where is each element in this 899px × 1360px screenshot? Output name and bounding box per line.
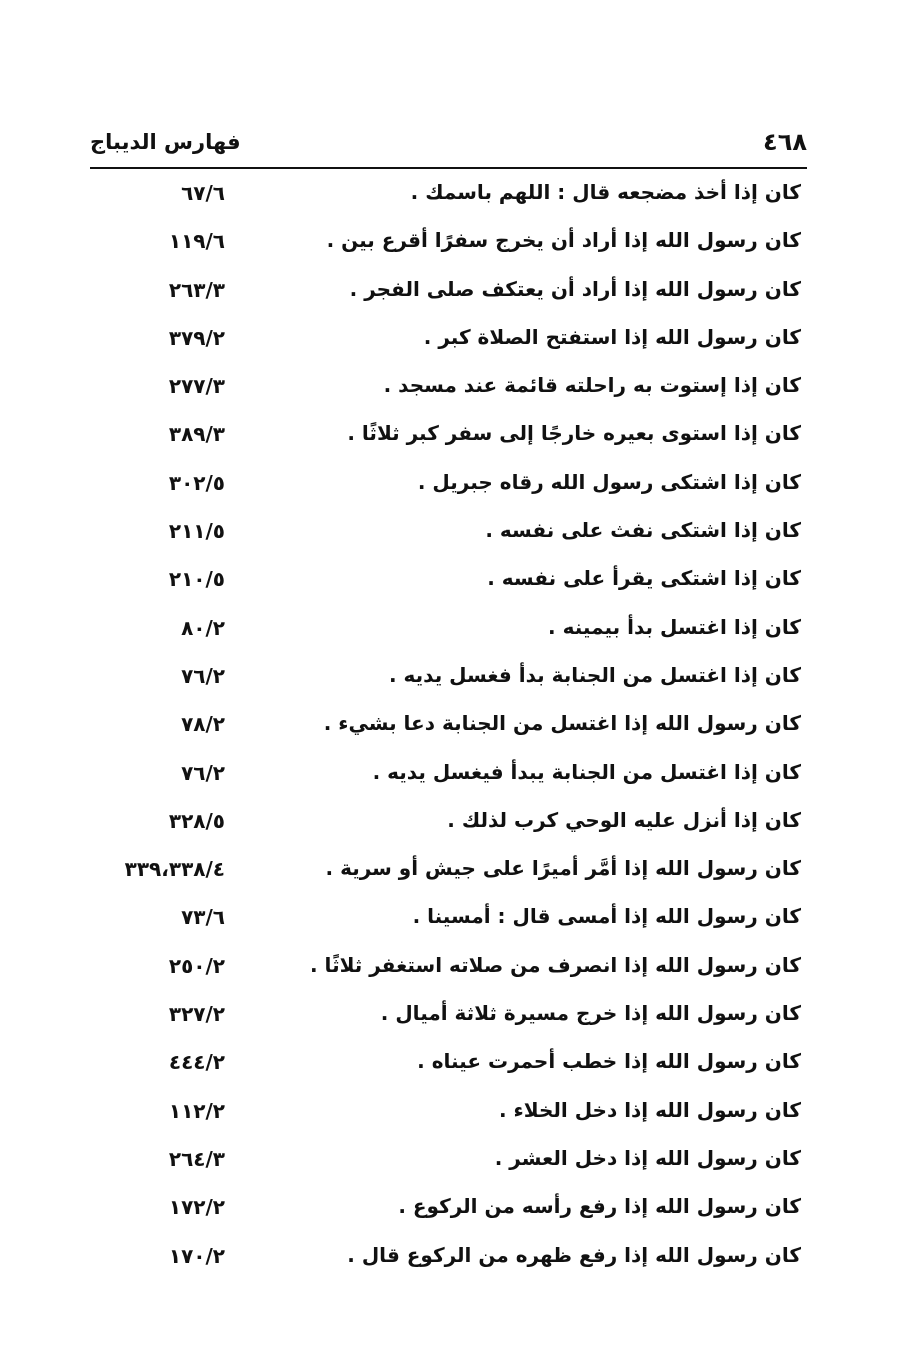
entry-text: كان إذا استوى بعيره خارجًا إلى سفر كبر ثلاثًا . (347, 421, 801, 446)
entry-reference: ٧٦/٢ (181, 663, 225, 688)
entry-reference: ٧٨/٢ (181, 712, 225, 737)
entry-reference: ١١٢/٢ (168, 1098, 225, 1123)
entry-text: كان إذا اغتسل بدأ بيمينه . (548, 614, 801, 639)
entry-reference: ١٧٠/٢ (168, 1243, 225, 1268)
index-entry (90, 661, 807, 709)
entry-text: كان إذا أخذ مضجعه قال : اللهم باسمك . (410, 180, 801, 204)
entry-text: كان إذا إستوت به راحلته قائمة عند مسجد . (383, 373, 801, 398)
entry-text: كان إذا اشتكى رسول الله رقاه جبريل . (417, 469, 801, 494)
hadith-index-list (90, 178, 807, 1289)
entry-reference: ١١٩/٦ (168, 229, 225, 254)
entry-reference: ٣٣٩،٣٣٨/٤ (124, 857, 225, 882)
index-entry (90, 902, 807, 950)
index-entry (90, 806, 807, 854)
entry-reference: ٢١١/٥ (168, 519, 225, 544)
entry-text: كان إذا اغتسل من الجنابة بدأ فغسل يديه . (388, 662, 801, 687)
page-header (90, 128, 807, 170)
entry-text: كان رسول الله إذا رفع رأسه من الركوع . (398, 1194, 801, 1219)
index-entry (90, 1192, 807, 1240)
index-entry (90, 1144, 807, 1192)
index-entry (90, 468, 807, 516)
entry-reference: ٨٠/٢ (181, 615, 225, 640)
index-entry (90, 323, 807, 371)
entry-text: كان رسول الله إذا رفع ظهره من الركوع قال . (347, 1242, 801, 1267)
entry-text: كان رسول الله إذا أراد أن يخرج سفرًا أقرع بين . (326, 228, 801, 253)
entry-reference: ٣٨٩/٣ (168, 422, 225, 447)
entry-reference: ٣٧٩/٢ (168, 325, 225, 350)
index-entry (90, 516, 807, 564)
entry-text: كان رسول الله إذا دخل العشر . (494, 1145, 801, 1170)
entry-reference: ٣٢٧/٢ (168, 1002, 225, 1027)
index-entry (90, 1047, 807, 1095)
entry-reference: ١٧٢/٢ (168, 1195, 225, 1220)
entry-reference: ٣٠٢/٥ (168, 470, 225, 495)
index-entry (90, 758, 807, 806)
index-entry (90, 709, 807, 757)
index-entry (90, 1096, 807, 1144)
index-entry (90, 178, 807, 226)
entry-text: كان رسول الله إذا استفتح الصلاة كبر . (423, 324, 801, 349)
index-entry (90, 1241, 807, 1289)
entry-reference: ٦٧/٦ (181, 181, 225, 205)
index-entry (90, 951, 807, 999)
entry-reference: ٧٣/٦ (181, 905, 225, 930)
index-entry (90, 226, 807, 274)
entry-reference: ٢١٠/٥ (168, 567, 225, 592)
entry-reference: ٧٦/٢ (181, 760, 225, 785)
index-entry (90, 613, 807, 661)
entry-reference: ٢٦٣/٣ (168, 277, 225, 302)
index-entry (90, 999, 807, 1047)
index-entry (90, 564, 807, 612)
entry-text: كان رسول الله إذا أراد أن يعتكف صلى الفجر . (349, 276, 801, 301)
entry-text: كان رسول الله إذا أمسى قال : أمسينا . (412, 904, 801, 929)
index-entry (90, 275, 807, 323)
entry-text: كان رسول الله إذا انصرف من صلاته استغفر ثلاثًا . (310, 952, 801, 977)
entry-reference: ٢٦٤/٣ (168, 1146, 225, 1171)
page-number: ٤٦٨ (763, 128, 807, 156)
index-entry (90, 371, 807, 419)
entry-text: كان رسول الله إذا أمَّر أميرًا على جيش أو سرية . (325, 856, 801, 881)
entry-text: كان إذا أنزل عليه الوحي كرب لذلك . (447, 807, 801, 832)
entry-text: كان إذا اشتكى نفث على نفسه . (485, 518, 801, 543)
index-entry (90, 419, 807, 467)
entry-text: كان رسول الله إذا اغتسل من الجنابة دعا بشيء . (323, 711, 801, 736)
entry-reference: ٤٤٤/٢ (168, 1050, 225, 1075)
running-title: فهارس الديباج (90, 130, 241, 154)
index-entry (90, 854, 807, 902)
header-rule (90, 167, 807, 169)
entry-reference: ٢٥٠/٢ (168, 953, 225, 978)
entry-text: كان إذا اغتسل من الجنابة يبدأ فيغسل يديه . (372, 759, 801, 784)
entry-text: كان رسول الله إذا خطب أحمرت عيناه . (417, 1049, 801, 1074)
entry-text: كان إذا اشتكى يقرأ على نفسه . (487, 566, 801, 591)
entry-reference: ٣٢٨/٥ (168, 808, 225, 833)
entry-reference: ٢٧٧/٣ (168, 374, 225, 399)
entry-text: كان رسول الله إذا دخل الخلاء . (498, 1097, 801, 1122)
entry-text: كان رسول الله إذا خرج مسيرة ثلاثة أميال . (380, 1001, 801, 1026)
